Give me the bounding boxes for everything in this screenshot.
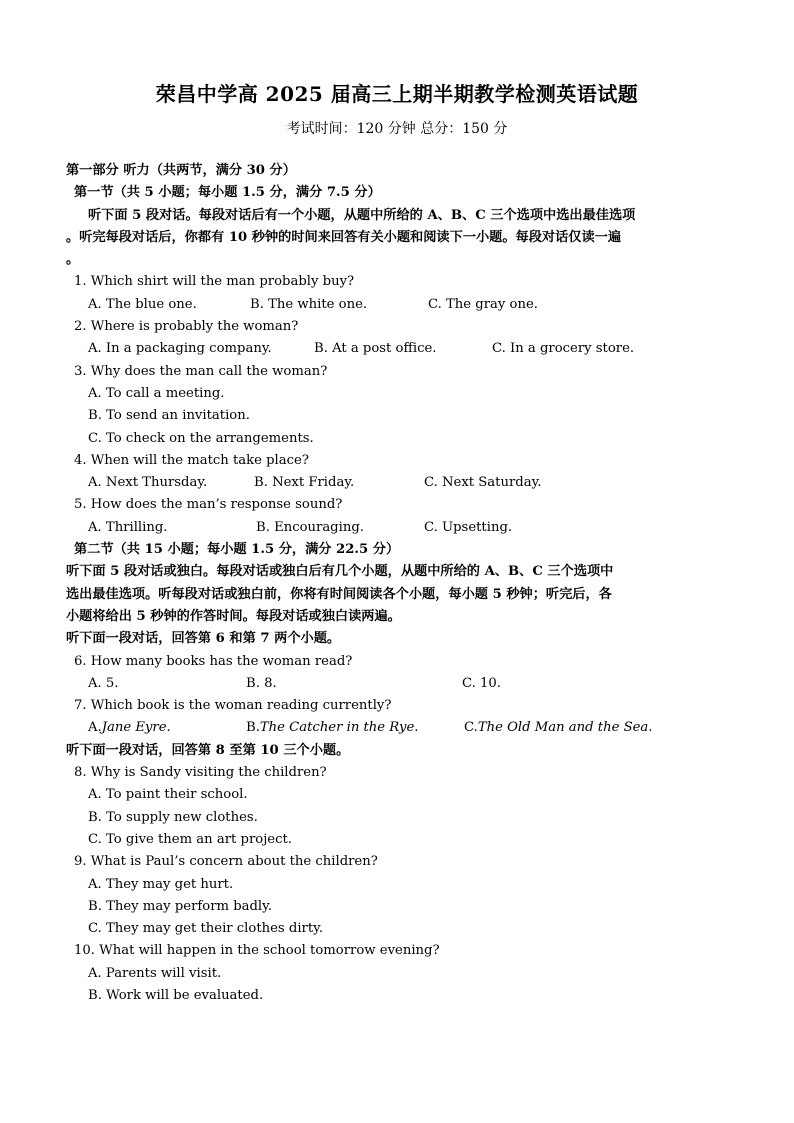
book-title: Jane Eyre [101, 720, 167, 736]
option-c: C. Next Saturday. [424, 475, 542, 491]
question-5: 5. How does the man’s response sound? [74, 497, 343, 513]
option-b: B. Encouraging. [256, 519, 364, 535]
exam-info: 考试时间：120 分钟 总分：150 分 [286, 121, 508, 137]
section2-instruction-3: 小题将给出 5 秒钟的作答时间。每段对话或独白读两遍。 [66, 608, 401, 624]
option-c: C. Upsetting. [424, 519, 513, 535]
exam-content [66, 160, 746, 1007]
option-a: A. Thrilling. [88, 519, 168, 535]
question-2: 2. Where is probably the woman? [74, 319, 299, 335]
section2-heading: 第二节（共 15 小题；每小题 1.5 分，满分 22.5 分） [74, 542, 400, 558]
option-b: B. At a post office. [314, 341, 437, 357]
question-5-options [66, 517, 746, 539]
book-title: The Catcher in the Rye [259, 720, 415, 736]
option-a: A. Next Thursday. [88, 475, 208, 491]
option-b: B. 8. [246, 675, 277, 691]
question-9: 9. What is Paul’s concern about the children? [74, 854, 378, 870]
option-c: C. They may get their clothes dirty. [88, 921, 324, 937]
page-title: 荣昌中学高 2025 届高三上期半期教学检测英语试题 [155, 82, 639, 106]
option-b: B. Work will be evaluated. [88, 987, 264, 1003]
book-title: The Old Man and the Sea [477, 720, 649, 736]
question-1-options [66, 294, 746, 316]
option-b: B. They may perform badly. [88, 898, 273, 914]
question-4-options [66, 472, 746, 494]
question-6-options [66, 673, 746, 695]
option-a: A.Jane Eyre. [88, 720, 171, 736]
question-10: 10. What will happen in the school tomorrow evening? [74, 943, 440, 959]
option-c: C. To check on the arrangements. [88, 430, 314, 446]
option-b: B.The Catcher in the Rye. [246, 720, 419, 736]
dialogue-instruction-8-10: 听下面一段对话，回答第 8 至第 10 三个小题。 [66, 742, 350, 758]
section1-instruction-2: 。听完每段对话后，你都有 10 秒钟的时间来回答有关小题和阅读下一小题。每段对话仅读一遍 [66, 229, 622, 245]
option-a: A. To paint their school. [88, 787, 248, 803]
option-a: A. In a packaging company. [88, 341, 272, 357]
option-b: B. To supply new clothes. [88, 809, 258, 825]
question-2-options [66, 338, 746, 360]
option-b: B. Next Friday. [254, 475, 355, 491]
option-c: C. 10. [462, 675, 501, 691]
section1-instruction-1: 听下面 5 段对话。每段对话后有一个小题，从题中所给的 A、B、C 三个选项中选出最佳选项 [88, 207, 636, 223]
option-c: C. In a grocery store. [492, 341, 635, 357]
option-b: B. The white one. [250, 296, 368, 312]
section1-heading: 第一节（共 5 小题；每小题 1.5 分，满分 7.5 分） [74, 185, 381, 201]
option-a: A. They may get hurt. [88, 876, 234, 892]
section2-instruction-1: 听下面 5 段对话或独白。每段对话或独白后有几个小题，从题中所给的 A、B、C 三个选项中 [66, 564, 614, 580]
question-1: 1. Which shirt will the man probably buy? [74, 274, 355, 290]
question-7-options [66, 717, 746, 739]
option-c: C. To give them an art project. [88, 831, 292, 847]
option-c: C.The Old Man and the Sea. [464, 720, 653, 736]
question-8: 8. Why is Sandy visiting the children? [74, 765, 327, 781]
option-c: C. The gray one. [428, 296, 538, 312]
question-4: 4. When will the match take place? [74, 452, 309, 468]
section1-instruction-3: 。 [66, 252, 80, 268]
option-a: A. 5. [88, 675, 119, 691]
question-6: 6. How many books has the woman read? [74, 653, 353, 669]
part1-heading: 第一部分 听力（共两节，满分 30 分） [66, 163, 296, 178]
option-a: A. The blue one. [88, 296, 197, 312]
option-a: A. Parents will visit. [88, 965, 222, 981]
option-a: A. To call a meeting. [88, 385, 225, 401]
section2-instruction-2: 选出最佳选项。听每段对话或独白前，你将有时间阅读各个小题，每小题 5 秒钟；听完后，各 [66, 586, 612, 602]
dialogue-instruction-6-7: 听下面一段对话，回答第 6 和第 7 两个小题。 [66, 631, 341, 647]
question-3: 3. Why does the man call the woman? [74, 363, 328, 379]
question-7: 7. Which book is the woman reading currently? [74, 698, 392, 714]
option-b: B. To send an invitation. [88, 408, 250, 424]
